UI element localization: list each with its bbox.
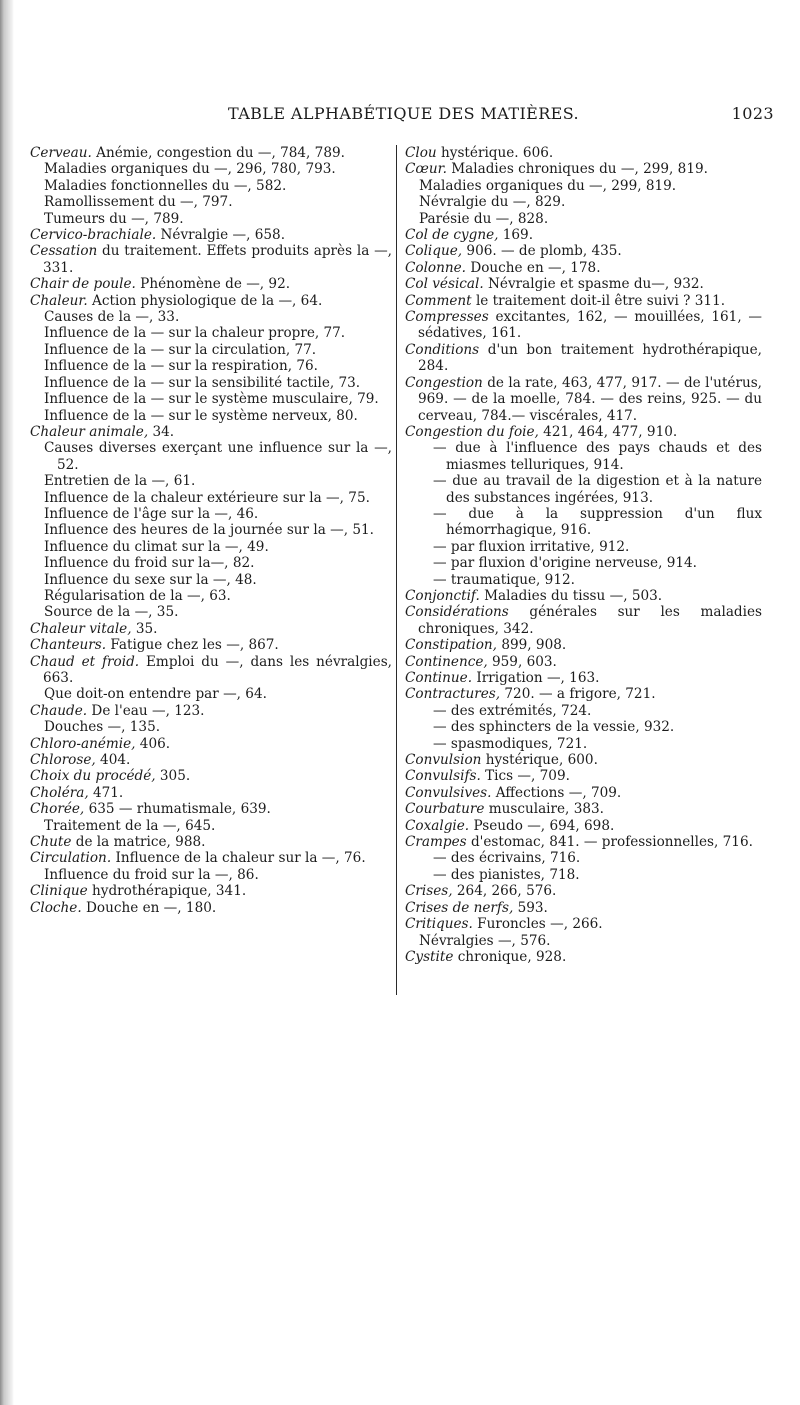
- index-subentry: [405, 736, 762, 752]
- index-subentry: [30, 572, 392, 588]
- index-text: hydrothérapique, 341.: [87, 883, 247, 900]
- index-text: 899, 908.: [497, 637, 567, 654]
- index-term: Crises,: [405, 883, 453, 900]
- index-subentry: [30, 686, 392, 702]
- index-term: Clinique: [30, 883, 88, 900]
- index-subentry: [30, 408, 392, 424]
- index-text: — par fluxion irritative, 912.: [433, 538, 630, 555]
- index-subentry: [30, 325, 392, 341]
- index-text: Régularisation de la —, 63.: [44, 587, 231, 604]
- index-text: chronique, 928.: [453, 948, 567, 965]
- index-subentry: [30, 555, 392, 571]
- index-entry: [30, 834, 392, 850]
- index-entry: [405, 424, 762, 440]
- index-text: Influence de la — sur la chaleur propre, 77.: [44, 325, 346, 342]
- page-number: 1023: [731, 104, 774, 123]
- index-text: — par fluxion d'origine nerveuse, 914.: [433, 555, 697, 572]
- index-subentry: [30, 506, 392, 522]
- index-term: Cervico-brachiale.: [30, 227, 157, 244]
- index-text: d'un bon traitement hydrothérapique, 284.: [418, 341, 762, 375]
- index-text: — spasmodiques, 721.: [433, 735, 588, 752]
- index-term: Convulsion: [405, 752, 482, 769]
- index-text: Névralgies —, 576.: [419, 932, 551, 949]
- index-subentry: [30, 867, 392, 883]
- index-entry: [405, 637, 762, 653]
- index-subentry: [30, 473, 392, 489]
- index-text: 471.: [88, 784, 124, 801]
- index-text: de la matrice, 988.: [71, 834, 206, 851]
- index-subentry: [30, 161, 392, 177]
- index-subentry: [30, 719, 392, 735]
- index-entry: [405, 785, 762, 801]
- index-text: Douches —, 135.: [44, 719, 161, 736]
- index-entry: [30, 752, 392, 768]
- index-term: Colique,: [405, 243, 463, 260]
- index-text: — traumatique, 912.: [433, 571, 575, 588]
- index-text: générales sur les maladies chroniques, 342.: [418, 604, 762, 637]
- index-column-left: [30, 145, 392, 916]
- index-text: Influence de la — sur le système musculaire, 79.: [44, 391, 379, 408]
- index-subentry: [30, 604, 392, 620]
- index-text: Douche en —, 180.: [81, 899, 217, 916]
- index-term: Chorée,: [30, 801, 85, 818]
- index-entry: [405, 145, 762, 161]
- index-text: de la rate, 463, 477, 917. — de l'utérus, 969. — de la moelle, 784. — des reins, 925. — du cerveau, 784.— viscérales, 417.: [418, 374, 762, 424]
- page-header: [84, 104, 774, 126]
- index-term: Conjonctif.: [405, 587, 480, 604]
- index-term: Chair de poule.: [30, 276, 136, 293]
- index-entry: [405, 768, 762, 784]
- index-term: Conditions: [405, 341, 480, 358]
- index-term: Contractures,: [405, 686, 501, 703]
- index-term: Choléra,: [30, 784, 89, 801]
- index-entry: [405, 686, 762, 702]
- index-text: Maladies du tissu —, 503.: [479, 587, 663, 604]
- index-entry: [405, 227, 762, 243]
- index-text: 406.: [135, 735, 171, 752]
- index-entry: [30, 900, 392, 916]
- index-text: Influence du climat sur la —, 49.: [44, 538, 269, 555]
- index-text: Entretien de la —, 61.: [44, 473, 196, 490]
- index-text: Source de la —, 35.: [44, 604, 179, 621]
- index-subentry: [405, 703, 762, 719]
- index-term: Chloro-anémie,: [30, 735, 136, 752]
- index-text: 169.: [498, 227, 534, 244]
- index-term: Comment: [405, 292, 472, 309]
- index-term: Colonne.: [405, 259, 466, 276]
- index-text: Que doit-on entendre par —, 64.: [44, 686, 267, 703]
- index-text: 34.: [148, 423, 175, 440]
- index-text: Douche en —, 178.: [466, 259, 601, 276]
- index-text: Affections —, 709.: [491, 784, 622, 801]
- page-title: TABLE ALPHABÉTIQUE DES MATIÈRES.: [228, 104, 580, 123]
- index-text: 305.: [155, 768, 191, 785]
- index-term: Chaud et froid.: [30, 653, 140, 670]
- index-subentry: [405, 933, 762, 949]
- index-subentry: [405, 719, 762, 735]
- index-subentry: [405, 850, 762, 866]
- index-text: Furoncles —, 266.: [472, 916, 603, 933]
- index-entry: [30, 637, 392, 653]
- index-term: Crises de nerfs,: [405, 899, 514, 916]
- index-entry: [405, 818, 762, 834]
- index-text: Tics —, 709.: [480, 768, 570, 785]
- index-entry: [30, 145, 392, 161]
- index-term: Continence,: [405, 653, 488, 670]
- index-term: Convulsives.: [405, 784, 492, 801]
- index-text: — due au travail de la digestion et à la nature des substances ingérées, 913.: [433, 473, 762, 506]
- index-entry: [405, 243, 762, 259]
- index-subentry: [30, 342, 392, 358]
- index-entry: [30, 243, 392, 276]
- index-term: Considérations: [405, 604, 509, 621]
- index-entry: [30, 276, 392, 292]
- index-entry: [405, 161, 762, 177]
- index-entry: [405, 342, 762, 375]
- index-entry: [30, 785, 392, 801]
- index-text: 959, 603.: [487, 653, 557, 670]
- index-text: musculaire, 383.: [484, 801, 604, 818]
- index-entry: [30, 227, 392, 243]
- index-text: excitantes, 162, — mouillées, 161, — sédatives, 161.: [418, 309, 762, 342]
- index-text: Tumeurs du —, 789.: [44, 210, 184, 227]
- index-term: Chute: [30, 834, 72, 851]
- index-term: Chanteurs.: [30, 637, 107, 654]
- index-term: Convulsifs.: [405, 768, 481, 785]
- index-text: Influence du sexe sur la —, 48.: [44, 571, 257, 588]
- index-text: — des sphincters de la vessie, 932.: [433, 719, 675, 736]
- index-entry: [405, 588, 762, 604]
- index-text: Influence de la — sur la circulation, 77.: [44, 341, 317, 358]
- index-text: hystérique. 606.: [436, 145, 554, 161]
- index-text: Anémie, congestion du —, 784, 789.: [91, 145, 345, 161]
- index-subentry: [405, 473, 762, 506]
- index-term: Cerveau.: [30, 145, 92, 161]
- index-text: du traitement. Effets produits après la —, 331.: [43, 243, 392, 276]
- index-text: Influence de la — sur la sensibilité tactile, 73.: [44, 374, 361, 391]
- index-subentry: [405, 440, 762, 473]
- index-text: Maladies organiques du —, 299, 819.: [419, 177, 677, 194]
- index-entry: [405, 670, 762, 686]
- index-entry: [405, 276, 762, 292]
- index-entry: [405, 883, 762, 899]
- index-text: De l'eau —, 123.: [87, 702, 205, 719]
- index-text: 906. — de plomb, 435.: [462, 243, 622, 260]
- index-text: Ramollissement du —, 797.: [44, 194, 233, 211]
- index-subentry: [30, 522, 392, 538]
- index-subentry: [405, 867, 762, 883]
- index-subentry: [405, 572, 762, 588]
- index-text: hystérique, 600.: [481, 752, 598, 769]
- index-entry: [405, 949, 762, 965]
- index-entry: [405, 293, 762, 309]
- index-subentry: [30, 211, 392, 227]
- index-text: Influence de la chaleur sur la —, 76.: [111, 850, 366, 867]
- index-entry: [30, 654, 392, 687]
- index-text: Influence du froid sur la —, 86.: [44, 866, 259, 883]
- index-text: Maladies chroniques du —, 299, 819.: [446, 161, 708, 178]
- index-term: Choix du procédé,: [30, 768, 156, 785]
- index-term: Congestion du foie,: [405, 423, 539, 440]
- index-term: Chaude.: [30, 702, 88, 719]
- index-text: 421, 464, 477, 910.: [538, 423, 678, 440]
- index-term: Compresses: [405, 309, 489, 326]
- index-term: Cœur.: [405, 161, 447, 178]
- index-text: — des pianistes, 718.: [433, 866, 580, 883]
- index-entry: [405, 801, 762, 817]
- index-entry: [405, 752, 762, 768]
- index-entry: [405, 834, 762, 850]
- index-entry: [30, 736, 392, 752]
- index-text: Maladies organiques du —, 296, 780, 793.: [44, 161, 336, 178]
- index-text: 720. — a frigore, 721.: [500, 686, 656, 703]
- index-term: Coxalgie.: [405, 817, 470, 834]
- index-subentry: [405, 539, 762, 555]
- index-column-right: [396, 145, 762, 995]
- index-text: Traitement de la —, 645.: [44, 817, 216, 834]
- index-text: 635 — rhumatismale, 639.: [84, 801, 271, 818]
- index-subentry: [405, 555, 762, 571]
- index-subentry: [405, 211, 762, 227]
- index-term: Cystite: [405, 948, 454, 965]
- index-text: Pseudo —, 694, 698.: [469, 817, 615, 834]
- index-subentry: [30, 539, 392, 555]
- index-text: Influence de la chaleur extérieure sur la —, 75.: [44, 489, 370, 506]
- index-term: Col de cygne,: [405, 227, 499, 244]
- index-text: Influence de la — sur la respiration, 76.: [44, 358, 318, 375]
- index-entry: [405, 260, 762, 276]
- index-entry: [405, 604, 762, 637]
- index-term: Constipation,: [405, 637, 498, 654]
- index-term: Chaleur animale,: [30, 423, 149, 440]
- index-text: Névralgie —, 658.: [156, 227, 286, 244]
- index-subentry: [30, 818, 392, 834]
- index-text: Causes diverses exerçant une influence sur la —, 52.: [44, 440, 392, 473]
- index-entry: [30, 801, 392, 817]
- index-text: — des écrivains, 716.: [433, 850, 581, 867]
- index-subentry: [30, 309, 392, 325]
- index-entry: [30, 883, 392, 899]
- index-text: Parésie du —, 828.: [419, 210, 549, 227]
- index-subentry: [30, 194, 392, 210]
- index-subentry: [30, 358, 392, 374]
- index-subentry: [30, 490, 392, 506]
- index-text: 404.: [95, 752, 131, 769]
- index-term: Clou: [405, 145, 437, 161]
- index-entry: [405, 654, 762, 670]
- index-text: 264, 266, 576.: [452, 883, 557, 900]
- index-text: Influence de l'âge sur la —, 46.: [44, 505, 259, 522]
- index-text: — des extrémités, 724.: [433, 702, 592, 719]
- index-text: 35.: [131, 620, 158, 637]
- index-text: Causes de la —, 33.: [44, 309, 180, 326]
- index-subentry: [30, 375, 392, 391]
- index-subentry: [405, 506, 762, 539]
- index-text: Influence du froid sur la—, 82.: [44, 555, 255, 572]
- index-text: 593.: [513, 899, 548, 916]
- index-text: — due à l'influence des pays chauds et des miasmes telluriques, 914.: [433, 440, 762, 473]
- index-term: Chaleur vitale,: [30, 620, 132, 637]
- index-term: Congestion: [405, 374, 483, 391]
- index-subentry: [30, 440, 392, 473]
- index-term: Cloche.: [30, 899, 82, 916]
- index-entry: [405, 375, 762, 424]
- index-term: Circulation.: [30, 850, 112, 867]
- index-entry: [30, 850, 392, 866]
- index-text: Irrigation —, 163.: [472, 670, 600, 686]
- index-entry: [30, 621, 392, 637]
- index-entry: [30, 293, 392, 309]
- scan-edge-shadow: [0, 0, 14, 1405]
- index-entry: [405, 900, 762, 916]
- index-text: — due à la suppression d'un flux hémorrhagique, 916.: [433, 505, 762, 539]
- index-text: Emploi du —, dans les névralgies, 663.: [43, 653, 392, 686]
- index-text: Phénomène de —, 92.: [135, 276, 291, 293]
- index-term: Chaleur.: [30, 292, 88, 309]
- index-subentry: [30, 391, 392, 407]
- index-subentry: [405, 194, 762, 210]
- index-text: Influence des heures de la journée sur la —, 51.: [44, 522, 375, 539]
- index-text: Névralgie du —, 829.: [419, 194, 566, 211]
- index-term: Chlorose,: [30, 752, 96, 769]
- index-entry: [30, 703, 392, 719]
- index-entry: [405, 916, 762, 932]
- index-entry: [30, 768, 392, 784]
- index-term: Critiques.: [405, 916, 473, 933]
- index-text: d'estomac, 841. — professionnelles, 716.: [466, 834, 753, 851]
- index-entry: [30, 424, 392, 440]
- index-term: Crampes: [405, 834, 467, 851]
- index-subentry: [30, 588, 392, 604]
- index-subentry: [30, 178, 392, 194]
- index-text: Influence de la — sur le système nerveux, 80.: [44, 407, 358, 424]
- index-text: le traitement doit-il être suivi ? 311.: [471, 292, 726, 309]
- index-term: Col vésical.: [405, 276, 484, 293]
- index-entry: [405, 309, 762, 342]
- index-term: Courbature: [405, 801, 485, 818]
- index-text: Action physiologique de la —, 64.: [87, 292, 323, 309]
- index-text: Maladies fonctionnelles du —, 582.: [44, 177, 287, 194]
- index-text: Fatigue chez les —, 867.: [106, 637, 279, 654]
- index-term: Continue.: [405, 670, 473, 686]
- index-text: Névralgie et spasme du—, 932.: [483, 276, 704, 293]
- index-term: Cessation: [30, 243, 98, 260]
- index-subentry: [405, 178, 762, 194]
